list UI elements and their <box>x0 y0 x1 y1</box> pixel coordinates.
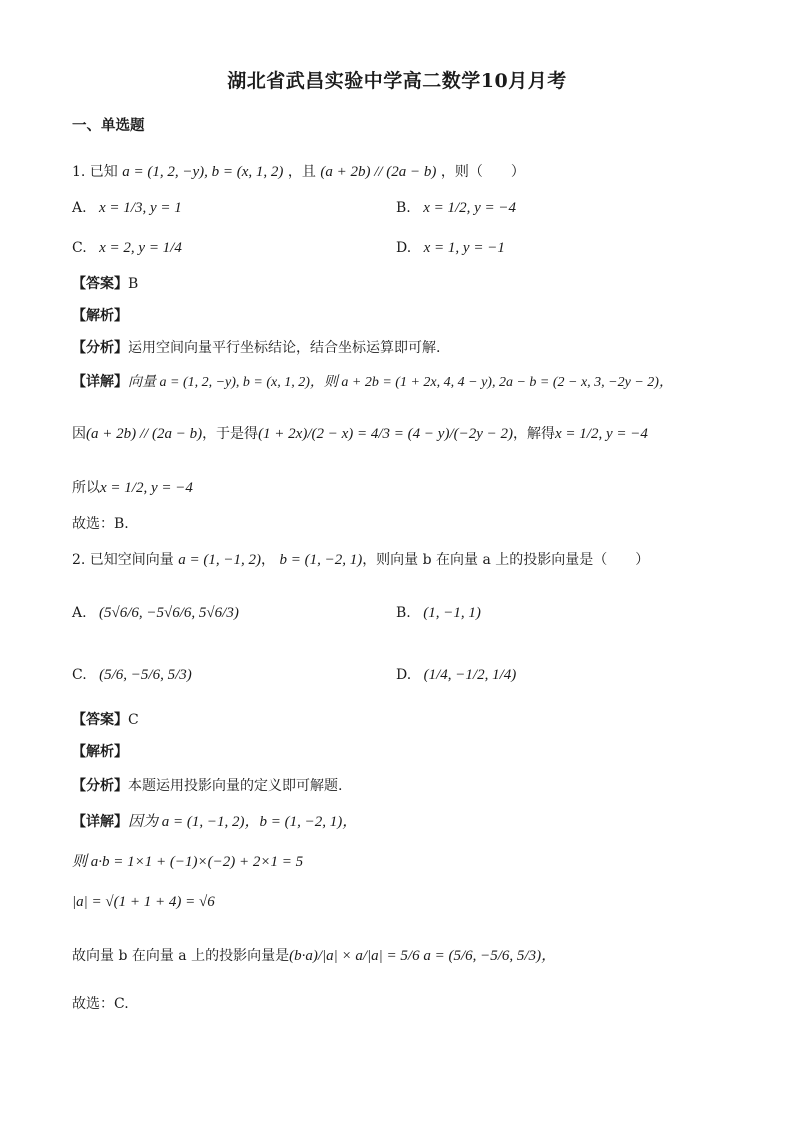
q2-stem: 2. 已知空间向量 a = (1, −1, 2)， b = (1, −2, 1)，则向量 b 在向量 a 上的投影向量是（ ） <box>72 552 650 568</box>
option-label: B. <box>396 200 411 216</box>
option-text: (1, −1, 1) <box>423 605 481 621</box>
detail-text: |a| = √(1 + 1 + 4) = √6 <box>72 894 215 910</box>
q2-fenxi <box>72 776 342 796</box>
option-text: x = 1, y = −1 <box>423 240 505 256</box>
q2-stem-b: b = (1, −2, 1) <box>279 552 363 568</box>
detail-text: 则 a·b = 1×1 + (−1)×(−2) + 2×1 = 5 <box>72 854 304 870</box>
option-text: x = 1/2, y = −4 <box>423 200 517 216</box>
option-text: x = 2, y = 1/4 <box>99 240 182 256</box>
q1-option-c <box>72 238 182 258</box>
answer-label: 【答案】 <box>72 276 128 292</box>
answer-value: C <box>128 712 139 728</box>
q2-option-d <box>396 665 516 685</box>
fenxi-label: 【分析】 <box>72 340 128 356</box>
option-text: (5/6, −5/6, 5/3) <box>99 667 192 683</box>
q1-stem-vectors: a = (1, 2, −y), b = (x, 1, 2) <box>122 164 284 180</box>
answer-label: 【答案】 <box>72 712 128 728</box>
q1-stem <box>72 162 525 182</box>
q1-stem-parallel: (a + 2b) // (2a − b) <box>320 164 437 180</box>
option-text: (1/4, −1/2, 1/4) <box>423 667 517 683</box>
detail-label: 【详解】 <box>72 374 128 390</box>
q1-detail-1 <box>72 372 673 393</box>
q1-stem-suffix: ，则（ ） <box>440 164 525 180</box>
q1-stem-mid: ，且 <box>287 164 316 180</box>
option-label: C. <box>72 240 87 256</box>
q2-conclusion: 故选：C. <box>72 996 129 1012</box>
q1-conclusion: 故选：B. <box>72 516 129 532</box>
detail-prefix: 所以 <box>72 480 100 496</box>
q1-option-a <box>72 198 182 218</box>
q2-option-c <box>72 665 192 685</box>
fenxi-text: 运用空间向量平行坐标结论，结合坐标运算即可解. <box>128 340 441 356</box>
detail-equation: (b·a)/|a| × a/|a| = 5/6 a = (5/6, −5/6, 5/3)， <box>289 948 557 964</box>
q1-option-b <box>396 198 516 218</box>
q2-option-b <box>396 603 481 623</box>
detail-prefix: 因 <box>72 426 86 442</box>
detail-result: x = 1/2, y = −4 <box>100 480 193 496</box>
q2-detail-2 <box>72 852 303 872</box>
fenxi-text: 本题运用投影向量的定义即可解题. <box>128 778 343 794</box>
q2-stem-prefix: 2. 已知空间向量 <box>72 552 174 568</box>
detail-prefix: 故向量 b 在向量 a 上的投影向量是 <box>72 948 290 964</box>
detail-label: 【详解】 <box>72 814 128 830</box>
section-heading: 一、单选题 <box>72 117 145 134</box>
option-label: B. <box>396 605 411 621</box>
q1-stem-prefix: 1. 已知 <box>72 164 118 180</box>
page-title: 湖北省武昌实验中学高二数学10月月考 <box>227 70 567 92</box>
detail-parallel: (a + 2b) // (2a − b) <box>86 426 203 442</box>
option-label: C. <box>72 667 87 683</box>
option-label: A. <box>72 200 87 216</box>
detail-text: 因为 a = (1, −1, 2)，b = (1, −2, 1)， <box>128 814 358 830</box>
detail-suffix: ，解得 <box>513 426 556 442</box>
option-label: D. <box>396 667 412 683</box>
q2-detail-1 <box>72 812 357 832</box>
q1-option-d <box>396 238 505 258</box>
option-label: A. <box>72 605 87 621</box>
q2-stem-a: a = (1, −1, 2) <box>178 552 261 568</box>
detail-result: x = 1/2, y = −4 <box>555 426 648 442</box>
answer-value: B <box>128 276 139 292</box>
q1-detail-2 <box>72 424 648 444</box>
detail-text: 向量 a = (1, 2, −y), b = (x, 1, 2)，则 a + 2b = (1 + 2x, 4, 4 − y), 2a − b = (2 − x, 3, −2y − 2)， <box>128 375 673 390</box>
fenxi-label: 【分析】 <box>72 778 128 794</box>
q2-detail-3 <box>72 892 215 912</box>
option-label: D. <box>396 240 412 256</box>
q1-analysis-label: 【解析】 <box>72 308 128 324</box>
option-text: x = 1/3, y = 1 <box>99 200 182 216</box>
q2-answer <box>72 710 139 730</box>
detail-equation: (1 + 2x)/(2 − x) = 4/3 = (4 − y)/(−2y − 2) <box>258 426 514 442</box>
detail-mid: ，于是得 <box>202 426 259 442</box>
q2-analysis-label: 【解析】 <box>72 744 128 760</box>
option-text: (5√6/6, −5√6/6, 5√6/3) <box>99 605 239 621</box>
q1-answer <box>72 274 138 294</box>
q1-detail-3 <box>72 478 193 498</box>
q2-option-a <box>72 603 239 623</box>
q1-fenxi <box>72 338 440 358</box>
q2-stem-suffix: ，则向量 b 在向量 a 上的投影向量是（ ） <box>362 552 650 568</box>
q2-detail-4 <box>72 946 556 966</box>
